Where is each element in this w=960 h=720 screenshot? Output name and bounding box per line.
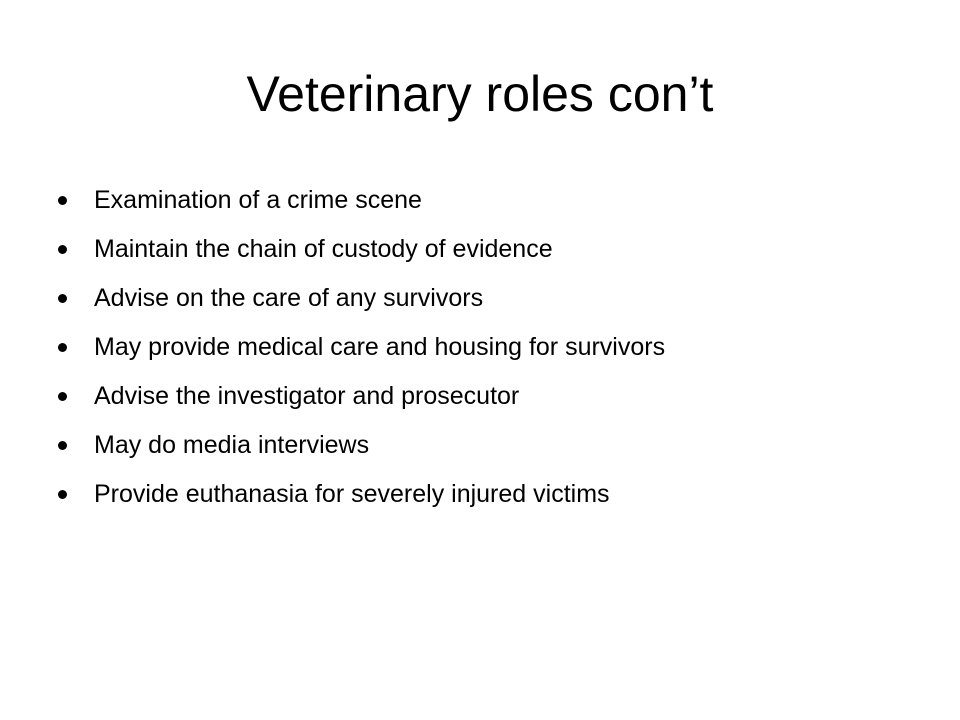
bullet-dot-icon <box>58 392 67 401</box>
list-item <box>58 176 918 225</box>
list-item-text: May provide medical care and housing for survivors <box>94 333 666 361</box>
list-item-text: Examination of a crime scene <box>94 186 422 214</box>
list-item <box>58 421 918 470</box>
list-item-text: Maintain the chain of custody of evidence <box>94 235 553 263</box>
list-item <box>58 274 918 323</box>
list-item <box>58 470 918 519</box>
bullet-dot-icon <box>58 245 67 254</box>
list-item <box>58 372 918 421</box>
bullet-dot-icon <box>58 343 67 352</box>
bullet-dot-icon <box>58 490 67 499</box>
bullet-dot-icon <box>58 441 67 450</box>
list-item <box>58 225 918 274</box>
list-item-text: Advise on the care of any survivors <box>94 284 484 312</box>
bullet-dot-icon <box>58 196 67 205</box>
bullet-dot-icon <box>58 294 67 303</box>
list-item <box>58 323 918 372</box>
list-item-text: Provide euthanasia for severely injured victims <box>94 480 610 508</box>
list-item-text: May do media interviews <box>94 431 370 459</box>
list-item-text: Advise the investigator and prosecutor <box>94 382 520 410</box>
slide-title: Veterinary roles con’t <box>246 66 714 122</box>
bullet-list <box>58 176 918 519</box>
